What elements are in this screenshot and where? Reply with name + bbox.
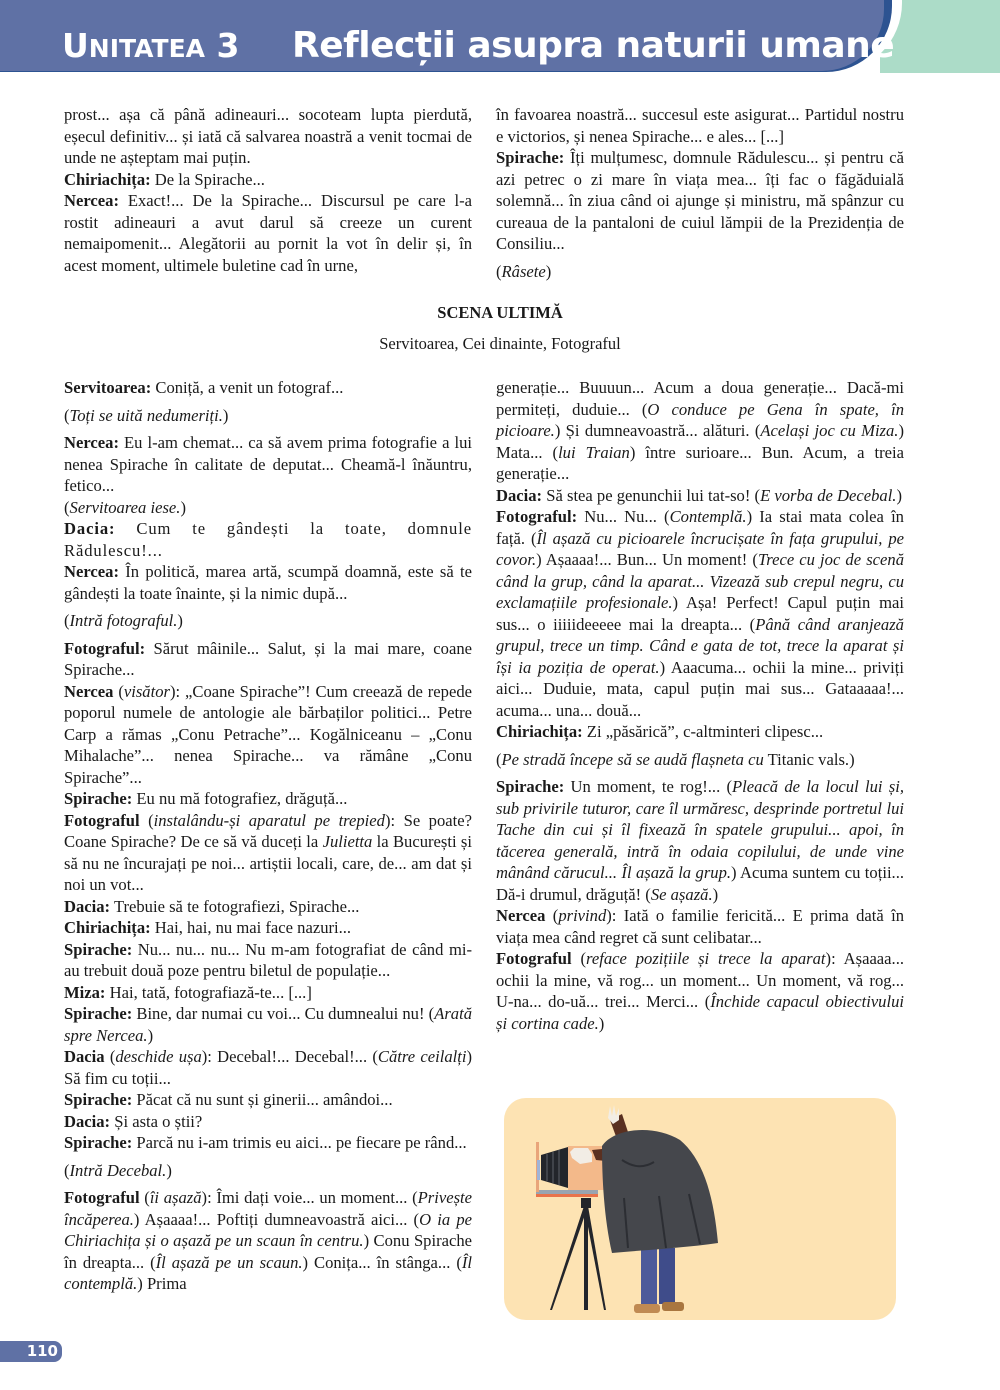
dialogue-line: Spirache: Un moment, te rog!... (Pleacă de la locul lui și, sub privirile tuturor, care îl urmăresc, desprinde portretul lui Tache din cui și îl fixează în spatele grupului... apoi, în tăcerea generală, intră în odaia copilului, de unde vine mânând cărucul... Îl așază la grup.) Acuma suntem cu toții... Dă-i drumul, drăguță! (Se așază.) bbox=[496, 777, 904, 904]
dialogue-line: Spirache: Eu nu mă fotografiez, drăguță... bbox=[64, 789, 348, 808]
dialogue-line: Nercea (visător): „Coane Spirache”! Cum creează de repede poporul numele de antologie ale bărbaților politici... Petre Carp a rămas „Conu Petrache”... Kogălniceanu – „Conu Mihalache”... nenea Spirache... va rămâne „Conu Spirache”... bbox=[64, 681, 472, 787]
dialogue-line: Dacia: Trebuie să te fotografiezi, Spirache... bbox=[64, 896, 360, 916]
dialogue-line: Fotograful (îi așază): Îmi dați voie... un moment... (Privește încăperea.) Așaaaa!... Poftiți dumneavoastră aici... (O ia pe Chiriachița și o așază pe un scaun în centru.) Conu Spirache în dreapta... (Îl așază pe un scaun.) Conița... în stânga... (Îl contemplă.) Prima bbox=[64, 1188, 473, 1293]
dialogue-line: Nercea: Eu l-am chemat... ca să avem prima fotografie a lui nenea Spirache în calitate de deputat... Cheamă-l înăuntru, fetico... bbox=[64, 433, 472, 495]
tripod-icon bbox=[550, 1198, 606, 1310]
stage-direction: (Intră Decebal.) bbox=[64, 1160, 172, 1180]
continued-text: prost... așa că până adineauri... socoteam lupta pierdută, eșecul definitiv... și iată că salvarea noastră a venit tocmai de unde ne așteptam mai puțin. bbox=[64, 105, 472, 167]
scene-characters: Servitoarea, Cei dinainte, Fotograful bbox=[379, 334, 621, 353]
top-left-column bbox=[64, 104, 472, 276]
dialogue-line: Spirache: Bine, dar numai cu voi... Cu dumnealui nu! (Arată spre Nercea.) bbox=[64, 1004, 472, 1045]
dialogue-line: Fotograful (instalându-și aparatul pe trepied): Se poate? Coane Spirache? De ce să vă duceți la Julietta la București și să nu ne încurajați pe noi... artiștii locali, care, de... am dat și noi un vot... bbox=[64, 810, 472, 894]
dialogue-line: Spirache: Parcă nu i-am trimis eu aici... pe fiecare pe rând... bbox=[64, 1133, 467, 1152]
unit-label: UNITATEA 3 bbox=[62, 26, 240, 65]
page-number: 110 bbox=[0, 1341, 62, 1362]
dialogue-line: Servitoarea: Coniță, a venit un fotograf... bbox=[64, 378, 344, 397]
dialogue-line: Spirache: Îți mulțumesc, domnule Rădulescu... și pentru că azi petrec o zi mare în viața mea... îți fac o făgăduială solemnă... în ziua când oi ajunge și ministru, mă spânzur cu cureaua de la pantaloni de cuiul lămpii de la Prezidenția de Consiliu... bbox=[496, 148, 904, 253]
unit-title: Reflecții asupra naturii umane bbox=[292, 25, 895, 66]
scene-title: SCENA ULTIMĂ bbox=[437, 303, 563, 322]
photographer-figure bbox=[570, 1105, 718, 1313]
top-right-column bbox=[496, 104, 904, 282]
photographer-drawing bbox=[504, 1098, 896, 1320]
stage-direction: (Toți se uită nedumeriți.) bbox=[64, 405, 229, 425]
dialogue-line: Dacia (deschide ușa): Decebal!... Decebal!... (Către ceilalți) Să fim cu toții... bbox=[64, 1047, 472, 1088]
stage-direction: (Servitoarea iese.) bbox=[64, 497, 186, 517]
dialogue-line: Spirache: Nu... nu... nu... Nu m-am fotografiat de când mi-au trebuit două poze pentru biletul de populație... bbox=[64, 939, 472, 980]
dialogue-line: Nercea: Exact!... De la Spirache... Discursul pe care l-a rostit adineauri a avut darul să creeze un curent nemaipomenit... Alegătorii au pornit la vot în delir și, în acest moment, ultimele buletine cad în urne, bbox=[64, 191, 472, 275]
dialogue-line: Fotograful (reface pozițiile și trece la aparat): Așaaaa... ochii la mine, vă rog... un moment... Un moment, vă rog... U-na... do-uă... trei... Merci... (Închide capacul obiectivului și cortina cade.) bbox=[496, 949, 904, 1033]
photographer-illustration bbox=[504, 1098, 896, 1320]
dialogue-line: Chiriachița: Zi „păsărică”, c-altminteri clipesc... bbox=[496, 722, 824, 741]
dialogue-line: Dacia: Și asta o știi? bbox=[64, 1111, 203, 1131]
right-column bbox=[496, 377, 904, 1034]
dialogue-line: Miza: Hai, tată, fotografiază-te... [...] bbox=[64, 982, 312, 1002]
dialogue-line: Dacia: Cum te gândești la toate, domnule Rădulescu!... bbox=[64, 519, 472, 560]
stage-direction: (Râsete) bbox=[496, 261, 552, 281]
dialogue-line: Dacia: Să stea pe genunchii lui tat-so! (E vorba de Decebal.) bbox=[496, 485, 902, 505]
left-column bbox=[64, 377, 472, 1295]
page-header bbox=[0, 0, 1000, 73]
stage-direction: (Pe stradă începe să se audă flașneta cu Titanic vals.) bbox=[496, 749, 855, 769]
continued-text: în favoarea noastră... succesul este asigurat... Partidul nostru e victorios, și nenea Spirache... e ales... [...] bbox=[496, 105, 904, 146]
dialogue-line: Fotograful: Sărut mâinile... Salut, și la mai mare, coane Spirache... bbox=[64, 638, 472, 679]
dialogue-line: Spirache: Păcat că nu sunt și ginerii... amândoi... bbox=[64, 1090, 393, 1109]
continued-text: generație... Buuuun... Acum a doua generație... Dacă-mi permiteți, duduie... (O conduce pe Gena în spate, în picioare.) Și dumneavoastră... alături. (Același joc cu Miza.) Mata... (lui Traian) între surioare... Bun. Acum, a treia generație... bbox=[496, 378, 905, 483]
dialogue-line: Fotograful: Nu... Nu... (Contemplă.) Ia stai mata colea în față. (Îl așază cu picioarele încrucișate în fața grupului, pe covor.) Așaaaa!... Bun... Un moment! (Trece cu joc de scenă când la grup, când la aparat... Vizează sub crepul negru, cu exclamațiile profesionale.) Așa! Perfect! Capul puțin mai sus... o iiiiideeeee mai la dreapta... (Până când aranjează grupul, trece un timp. Când e gata de tot, trece la aparat și își ia poziția de operat.) Aaacuma... ochii la mine... priviți aici... Duduie, mata, capul puțin mai sus... Gataaaaa!... acuma... una... două... bbox=[496, 507, 905, 720]
dialogue-line: Nercea: În politică, marea artă, scumpă doamnă, este să te gândești la toate înainte, și la nimic după... bbox=[64, 562, 472, 603]
dialogue-line: Nercea (privind): Iată o familie fericită... E prima dată în viața mea când regret că sunt celibatar... bbox=[496, 906, 904, 947]
stage-direction: (Intră fotograful.) bbox=[64, 611, 183, 630]
dialogue-line: Chiriachița: Hai, hai, nu mai face nazuri... bbox=[64, 918, 352, 937]
dialogue-line: Chiriachița: De la Spirache... bbox=[64, 169, 265, 189]
